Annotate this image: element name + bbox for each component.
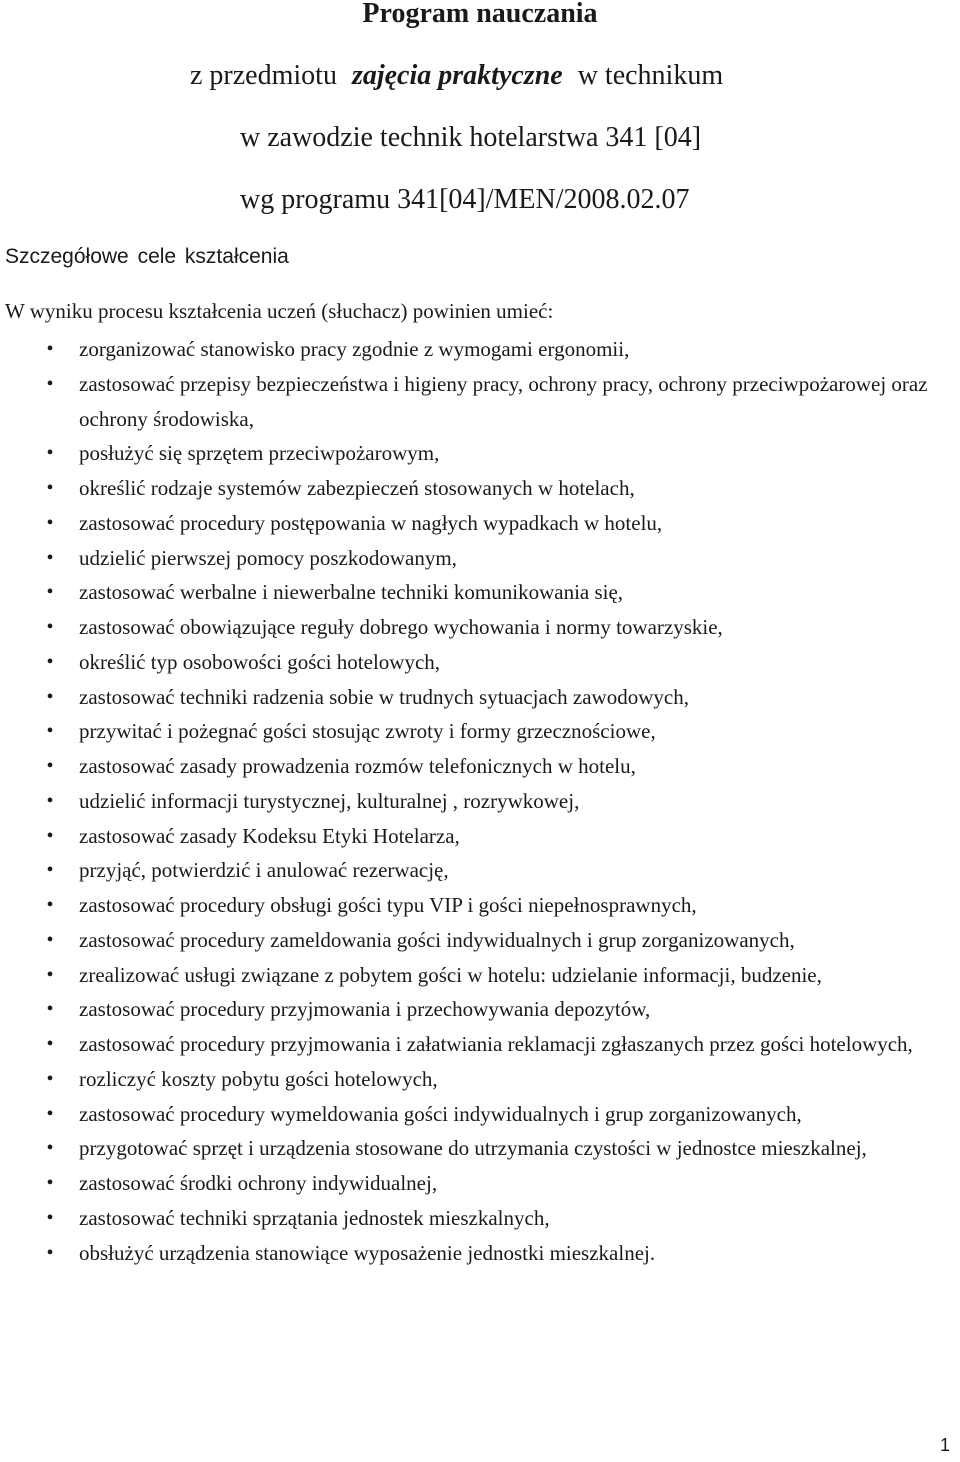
goal-item — [0, 332, 960, 367]
goal-text: zorganizować stanowisko pracy zgodnie z wymogami ergonomii, — [79, 337, 630, 361]
goal-text: zastosować procedury postępowania w nagłych wypadkach w hotelu, — [79, 510, 663, 535]
goal-item — [0, 367, 960, 437]
goal-text: zastosować zasady Kodeksu Etyki Hotelarza, — [79, 823, 460, 848]
bullet-icon: • — [46, 720, 54, 743]
bullet-icon: • — [46, 546, 54, 569]
goal-item — [0, 1062, 960, 1097]
page-number: 1 — [940, 1435, 951, 1455]
bullet-icon: • — [46, 1102, 54, 1125]
goal-text: zastosować środki ochrony indywidualnej, — [79, 1171, 438, 1195]
goal-text: posłużyć się sprzętem przeciwpożarowym, — [79, 441, 440, 466]
bullet-icon: • — [46, 1033, 54, 1055]
document-title: Program nauczania — [362, 0, 598, 29]
goal-text: zastosować werbalne i niewerbalne techniki komunikowania się, — [79, 580, 624, 605]
bullet-icon: • — [46, 616, 54, 638]
goal-text: przywitać i pożegnać gości stosując zwroty i formy grzecznościowe, — [79, 719, 656, 744]
goal-item — [0, 992, 960, 1027]
goals-list — [0, 332, 960, 1270]
program-line: wg programu 341[04]/MEN/2008.02.07 — [240, 184, 690, 215]
goal-item — [0, 958, 960, 993]
bullet-icon: • — [46, 928, 54, 951]
bullet-icon: • — [46, 755, 54, 777]
goal-item — [0, 541, 960, 576]
subject-name: zajęcia praktyczne — [351, 60, 563, 91]
goal-text: rozliczyć koszty pobytu gości hotelowych, — [79, 1066, 438, 1091]
profession-line: w zawodzie technik hotelarstwa 341 [04] — [240, 122, 702, 153]
bullet-icon: • — [46, 1067, 54, 1090]
goal-text: zastosować techniki sprzątania jednostek mieszkalnych, — [79, 1205, 550, 1230]
goal-text: zastosować techniki radzenia sobie w trudnych sytuacjach zawodowych, — [79, 684, 689, 709]
subject-prefix: z przedmiotu — [190, 60, 337, 91]
bullet-icon: • — [46, 581, 54, 604]
goal-item — [0, 1097, 960, 1132]
bullet-icon: • — [46, 442, 54, 465]
bullet-icon: • — [46, 372, 54, 395]
goal-item — [0, 749, 960, 784]
goal-text: zastosować procedury obsługi gości typu VIP i gości niepełnosprawnych, — [79, 893, 697, 917]
goal-item — [0, 436, 960, 471]
bullet-icon: • — [46, 511, 54, 534]
goal-item — [0, 888, 960, 923]
goal-text: zastosować procedury przyjmowania i załatwiania reklamacji zgłaszanych przez gości hotelowych, — [79, 1032, 913, 1056]
goal-text: przyjąć, potwierdzić i anulować rezerwację, — [79, 858, 449, 883]
goal-item — [0, 923, 960, 958]
goal-item — [0, 680, 960, 715]
goal-item — [0, 819, 960, 854]
goal-item — [0, 784, 960, 819]
goal-item — [0, 471, 960, 506]
bullet-icon: • — [46, 789, 54, 812]
goal-item — [0, 853, 960, 888]
goal-item — [0, 1131, 960, 1166]
goal-text: przygotować sprzęt i urządzenia stosowane do utrzymania czystości w jednostce mieszkalnej, — [79, 1136, 867, 1161]
intro-sentence: W wyniku procesu kształcenia uczeń (słuchacz) powinien umieć: — [5, 299, 554, 323]
goal-text: obsłużyć urządzenia stanowiące wyposażenie jednostki mieszkalnej. — [79, 1240, 656, 1265]
goal-text: udzielić pierwszej pomocy poszkodowanym, — [79, 545, 457, 570]
bullet-icon: • — [46, 650, 54, 673]
bullet-icon: • — [46, 1206, 54, 1229]
bullet-icon: • — [46, 338, 54, 360]
goal-item — [0, 1027, 960, 1062]
bullet-icon: • — [46, 824, 54, 847]
goal-item — [0, 1166, 960, 1201]
goal-text: zastosować procedury przyjmowania i przechowywania depozytów, — [79, 997, 651, 1022]
section-heading: Szczegółowe cele kształcenia — [5, 245, 289, 268]
bullet-icon: • — [46, 1241, 54, 1264]
goal-item — [0, 645, 960, 680]
goal-item — [0, 1236, 960, 1271]
subject-line — [190, 56, 723, 96]
goal-item — [0, 714, 960, 749]
goal-text: udzielić informacji turystycznej, kulturalnej , rozrywkowej, — [79, 788, 580, 813]
goal-item — [0, 575, 960, 610]
goal-text: zastosować procedury zameldowania gości indywidualnych i grup zorganizowanych, — [79, 927, 795, 952]
goal-text: zastosować przepisy bezpieczeństwa i higieny pracy, ochrony pracy, ochrony przeciwpożarowej oraz ochrony środowiska, — [79, 371, 928, 431]
goal-item — [0, 610, 960, 645]
bullet-icon: • — [46, 1172, 54, 1194]
bullet-icon: • — [46, 1137, 54, 1160]
goal-text: określić typ osobowości gości hotelowych, — [79, 649, 441, 674]
bullet-icon: • — [46, 859, 54, 882]
bullet-icon: • — [46, 685, 54, 708]
goal-text: określić rodzaje systemów zabezpieczeń stosowanych w hotelach, — [79, 476, 635, 500]
goal-text: zrealizować usługi związane z pobytem gości w hotelu: udzielanie informacji, budzenie, — [79, 962, 822, 987]
goal-text: zastosować procedury wymeldowania gości indywidualnych i grup zorganizowanych, — [79, 1101, 802, 1126]
bullet-icon: • — [46, 998, 54, 1021]
bullet-icon: • — [46, 477, 54, 499]
goal-text: zastosować obowiązujące reguły dobrego wychowania i normy towarzyskie, — [79, 615, 723, 639]
bullet-icon: • — [46, 894, 54, 916]
goal-item — [0, 506, 960, 541]
subject-suffix: w technikum — [577, 60, 724, 91]
goal-text: zastosować zasady prowadzenia rozmów telefonicznych w hotelu, — [79, 754, 636, 778]
goal-item — [0, 1201, 960, 1236]
bullet-icon: • — [46, 963, 54, 986]
